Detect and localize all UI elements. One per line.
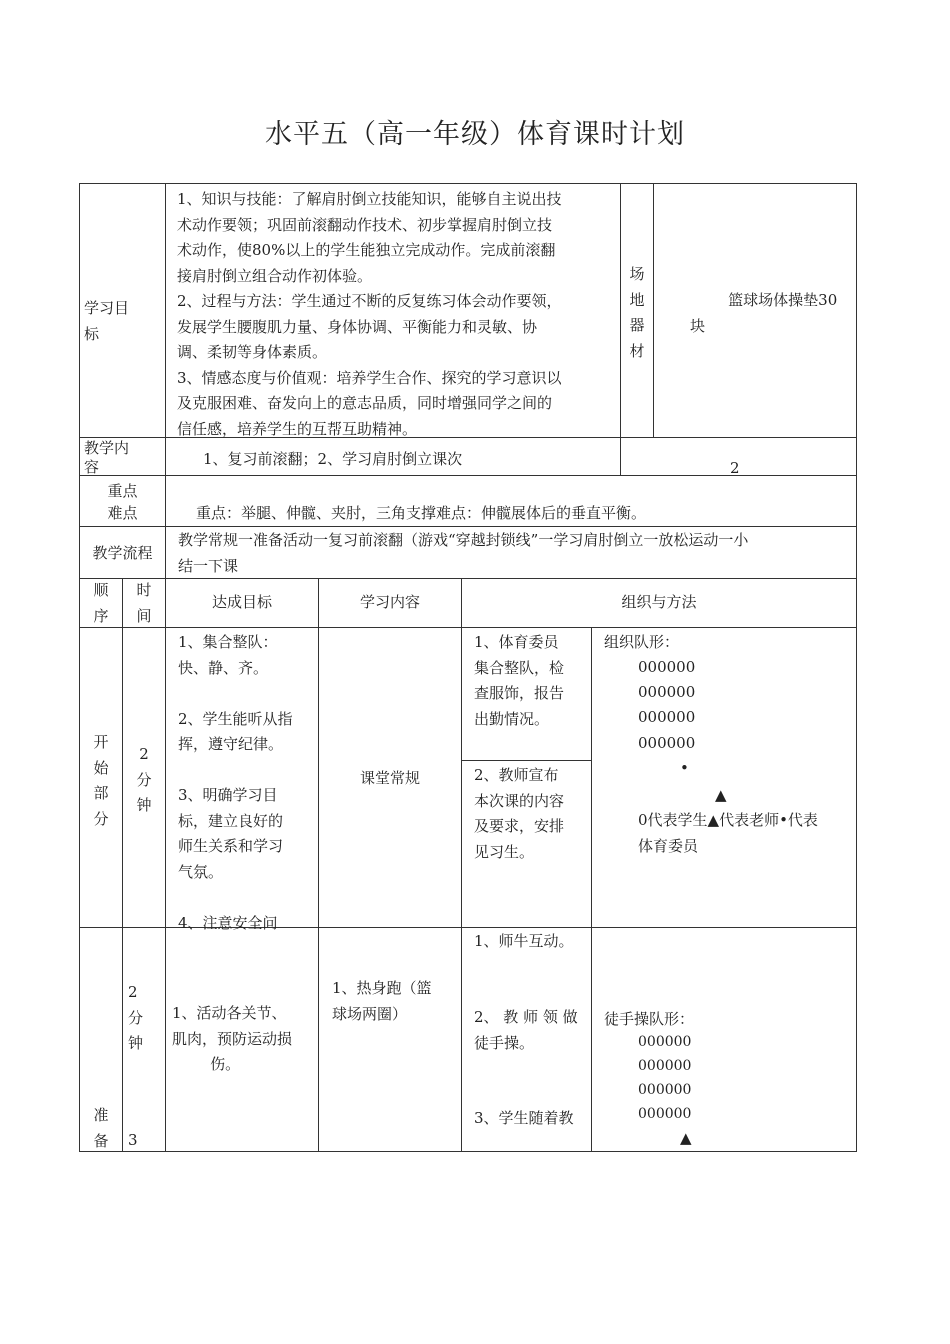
start-legend: 0代表学生▲代表老师•代表 体育委员 <box>638 811 818 855</box>
start-targets: 1、集合整队： 快、静、齐。 2、学生能听从指 挥，遵守纪律。 3、明确学习目 标，建立良好的 师生关系和学习 气氛。 4、注意安全问 <box>178 633 293 932</box>
prep-method-2: 2、 教 师 领 做 徒手操。 <box>474 1008 578 1052</box>
start-section-name: 开 始 部 分 <box>93 733 109 828</box>
start-formation-row: 000000 <box>638 683 696 701</box>
goals-label: 学习目 标 <box>84 299 130 343</box>
keypoints-text: 重点：举腿、伸髋、夹肘，三角支撑难点：伸髋展体后的垂直平衡。 <box>196 504 647 522</box>
page-title: 水平五（高一年级）体育课时计划 <box>265 119 685 150</box>
flow-label: 教学流程 <box>92 544 153 562</box>
prep-targets: 1、活动各关节、 肌肉，预防运动损 伤。 <box>172 1004 293 1073</box>
prep-org-title: 徒手操队形： <box>604 1010 695 1028</box>
goals-text: 1、知识与技能：了解肩肘倒立技能知识，能够自主说出技 术动作要领；巩固前滚翻动作技术、初步掌握肩肘倒立技 术动作，使80%以上的学生能独立完成动作。完成前滚翻 接肩肘倒立组合动作初体验。 2、过程与方法：学生通过不断的反复练习体会动作要领， 发展学生腰腹肌力量、身体协调、平衡能力和灵敏、协 调、柔韧等身体素质。 3、情感态度与价值观：培养学生合作、探究的学习意识以 及克服困难、奋发向上的意志品质，同时增强同学之间的 信任感，培养学生的互帮互助精神。 <box>177 190 562 438</box>
prep-content: 1、热身跑（篮 球场两圈） <box>332 979 432 1023</box>
start-formation-row: 000000 <box>638 658 696 676</box>
header-time: 时 间 <box>136 581 152 625</box>
header-target: 达成目标 <box>211 593 272 611</box>
flow-text: 教学常规一准备活动一复习前滚翻（游戏“穿越封锁线”一学习肩肘倒立一放松运动一小 结一下课 <box>178 531 749 575</box>
prep-formation-row: 000000 <box>638 1082 692 1098</box>
content-text: 1、复习前滚翻；2、学习肩肘倒立课次 <box>203 450 463 468</box>
monitor-marker: • <box>680 759 689 777</box>
teacher-marker: ▲ <box>715 786 727 804</box>
lesson-number: 2 <box>730 459 740 477</box>
start-formation-row: 000000 <box>638 734 696 752</box>
prep-formation-row: 000000 <box>638 1106 692 1122</box>
prep-section-time: 2 分 钟 <box>128 983 144 1052</box>
start-formation-row: 000000 <box>638 708 696 726</box>
header-content: 学习内容 <box>359 593 420 611</box>
content-label: 教学内 容 <box>84 439 130 476</box>
header-method: 组织与方法 <box>621 593 697 611</box>
prep-formation-row: 000000 <box>638 1034 692 1050</box>
keypoints-label: 重点 难点 <box>107 482 138 522</box>
prep-section-time-2: 3 <box>128 1131 138 1149</box>
start-content: 课堂常规 <box>359 769 420 787</box>
start-method-1: 1、体育委员 集合整队，检 查服饰，报告 出勤情况。 <box>474 633 565 728</box>
prep-method-3: 3、学生随着教 <box>474 1109 574 1127</box>
prep-method-1: 1、师牛互动。 <box>474 932 574 950</box>
venue-text: 篮球场体操垫30 块 <box>690 291 838 335</box>
prep-formation-row: 000000 <box>638 1058 692 1074</box>
start-method-2: 2、教师宣布 本次课的内容 及要求，安排 见习生。 <box>474 766 565 861</box>
header-order: 顺 序 <box>93 581 109 625</box>
prep-teacher-marker: ▲ <box>680 1129 692 1147</box>
start-org-title: 组织队形： <box>604 633 680 651</box>
venue-label: 场 地 器 材 <box>629 265 645 360</box>
start-section-time: 2 分 钟 <box>136 745 152 814</box>
prep-section-name: 准 备 <box>93 1106 109 1150</box>
